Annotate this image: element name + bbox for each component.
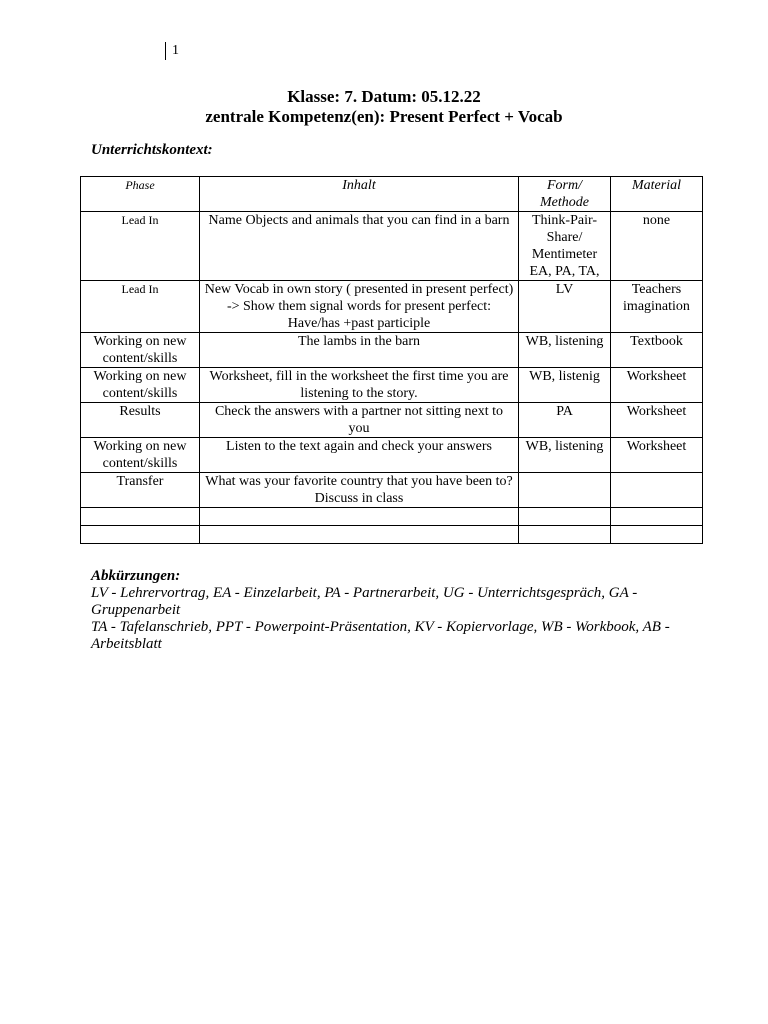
cell-material: Worksheet [611,438,703,473]
cell-phase: Lead In [81,212,200,281]
cell-material [611,473,703,508]
abbreviations-line: TA - Tafelanschrieb, PPT - Powerpoint-Präsentation, KV - Kopiervorlage, WB - Workbook, AB - Arbeitsblatt [91,619,670,652]
cell-content: Check the answers with a partner not sitting next to you [200,403,519,438]
table-row [81,403,703,438]
table-row-empty [81,526,703,544]
cell-phase [81,508,200,526]
cell-phase: Working on new content/skills [81,333,200,368]
cell-material: Teachers imagination [611,281,703,333]
cell-material: none [611,212,703,281]
header-content: Inhalt [200,177,519,212]
cell-method [519,526,611,544]
cell-phase [81,526,200,544]
title-line-class-date: Klasse: 7. Datum: 05.12.22 [287,87,481,106]
cell-content: New Vocab in own story ( presented in present perfect) -> Show them signal words for present perfect: Have/has +past participle [200,281,519,333]
cell-phase: Lead In [81,281,200,333]
cell-content: The lambs in the barn [200,333,519,368]
table-row [81,368,703,403]
cell-method [519,508,611,526]
cell-method: WB, listening [519,333,611,368]
cell-material: Textbook [611,333,703,368]
context-label: Unterrichtskontext: [91,142,213,158]
cell-method [519,473,611,508]
title-line-competence: zentrale Kompetenz(en): Present Perfect + Vocab [205,107,563,126]
cell-phase: Transfer [81,473,200,508]
page-number: 1 [165,42,179,60]
cell-phase: Working on new content/skills [81,368,200,403]
cell-material: Worksheet [611,403,703,438]
cell-method: Think-Pair-Share/ Mentimeter EA, PA, TA, [519,212,611,281]
table-row [81,438,703,473]
cell-method: WB, listening [519,438,611,473]
cell-content: What was your favorite country that you have been to? Discuss in class [200,473,519,508]
abbreviations-heading: Abkürzungen: [91,568,181,584]
table-row [81,212,703,281]
abbreviations-section [91,568,691,653]
abbreviations-line: LV - Lehrervortrag, EA - Einzelarbeit, PA - Partnerarbeit, UG - Unterrichtsgespräch, GA - Gruppenarbeit [91,585,638,618]
header-method: Form/ Methode [519,177,611,212]
cell-method: WB, listenig [519,368,611,403]
cell-method: LV [519,281,611,333]
cell-method: PA [519,403,611,438]
table-row [81,281,703,333]
cell-content: Worksheet, fill in the worksheet the first time you are listening to the story. [200,368,519,403]
table-row-empty [81,508,703,526]
table-header-row [81,177,703,212]
cell-content [200,526,519,544]
cell-content: Name Objects and animals that you can find in a barn [200,212,519,281]
cell-material: Worksheet [611,368,703,403]
cell-material [611,526,703,544]
table-row [81,473,703,508]
table-row [81,333,703,368]
cell-material [611,508,703,526]
cell-phase: Results [81,403,200,438]
cell-phase: Working on new content/skills [81,438,200,473]
header-phase: Phase [81,177,200,212]
lesson-title [0,87,768,127]
header-material: Material [611,177,703,212]
cell-content: Listen to the text again and check your answers [200,438,519,473]
cell-content [200,508,519,526]
lesson-plan-table [80,176,703,544]
